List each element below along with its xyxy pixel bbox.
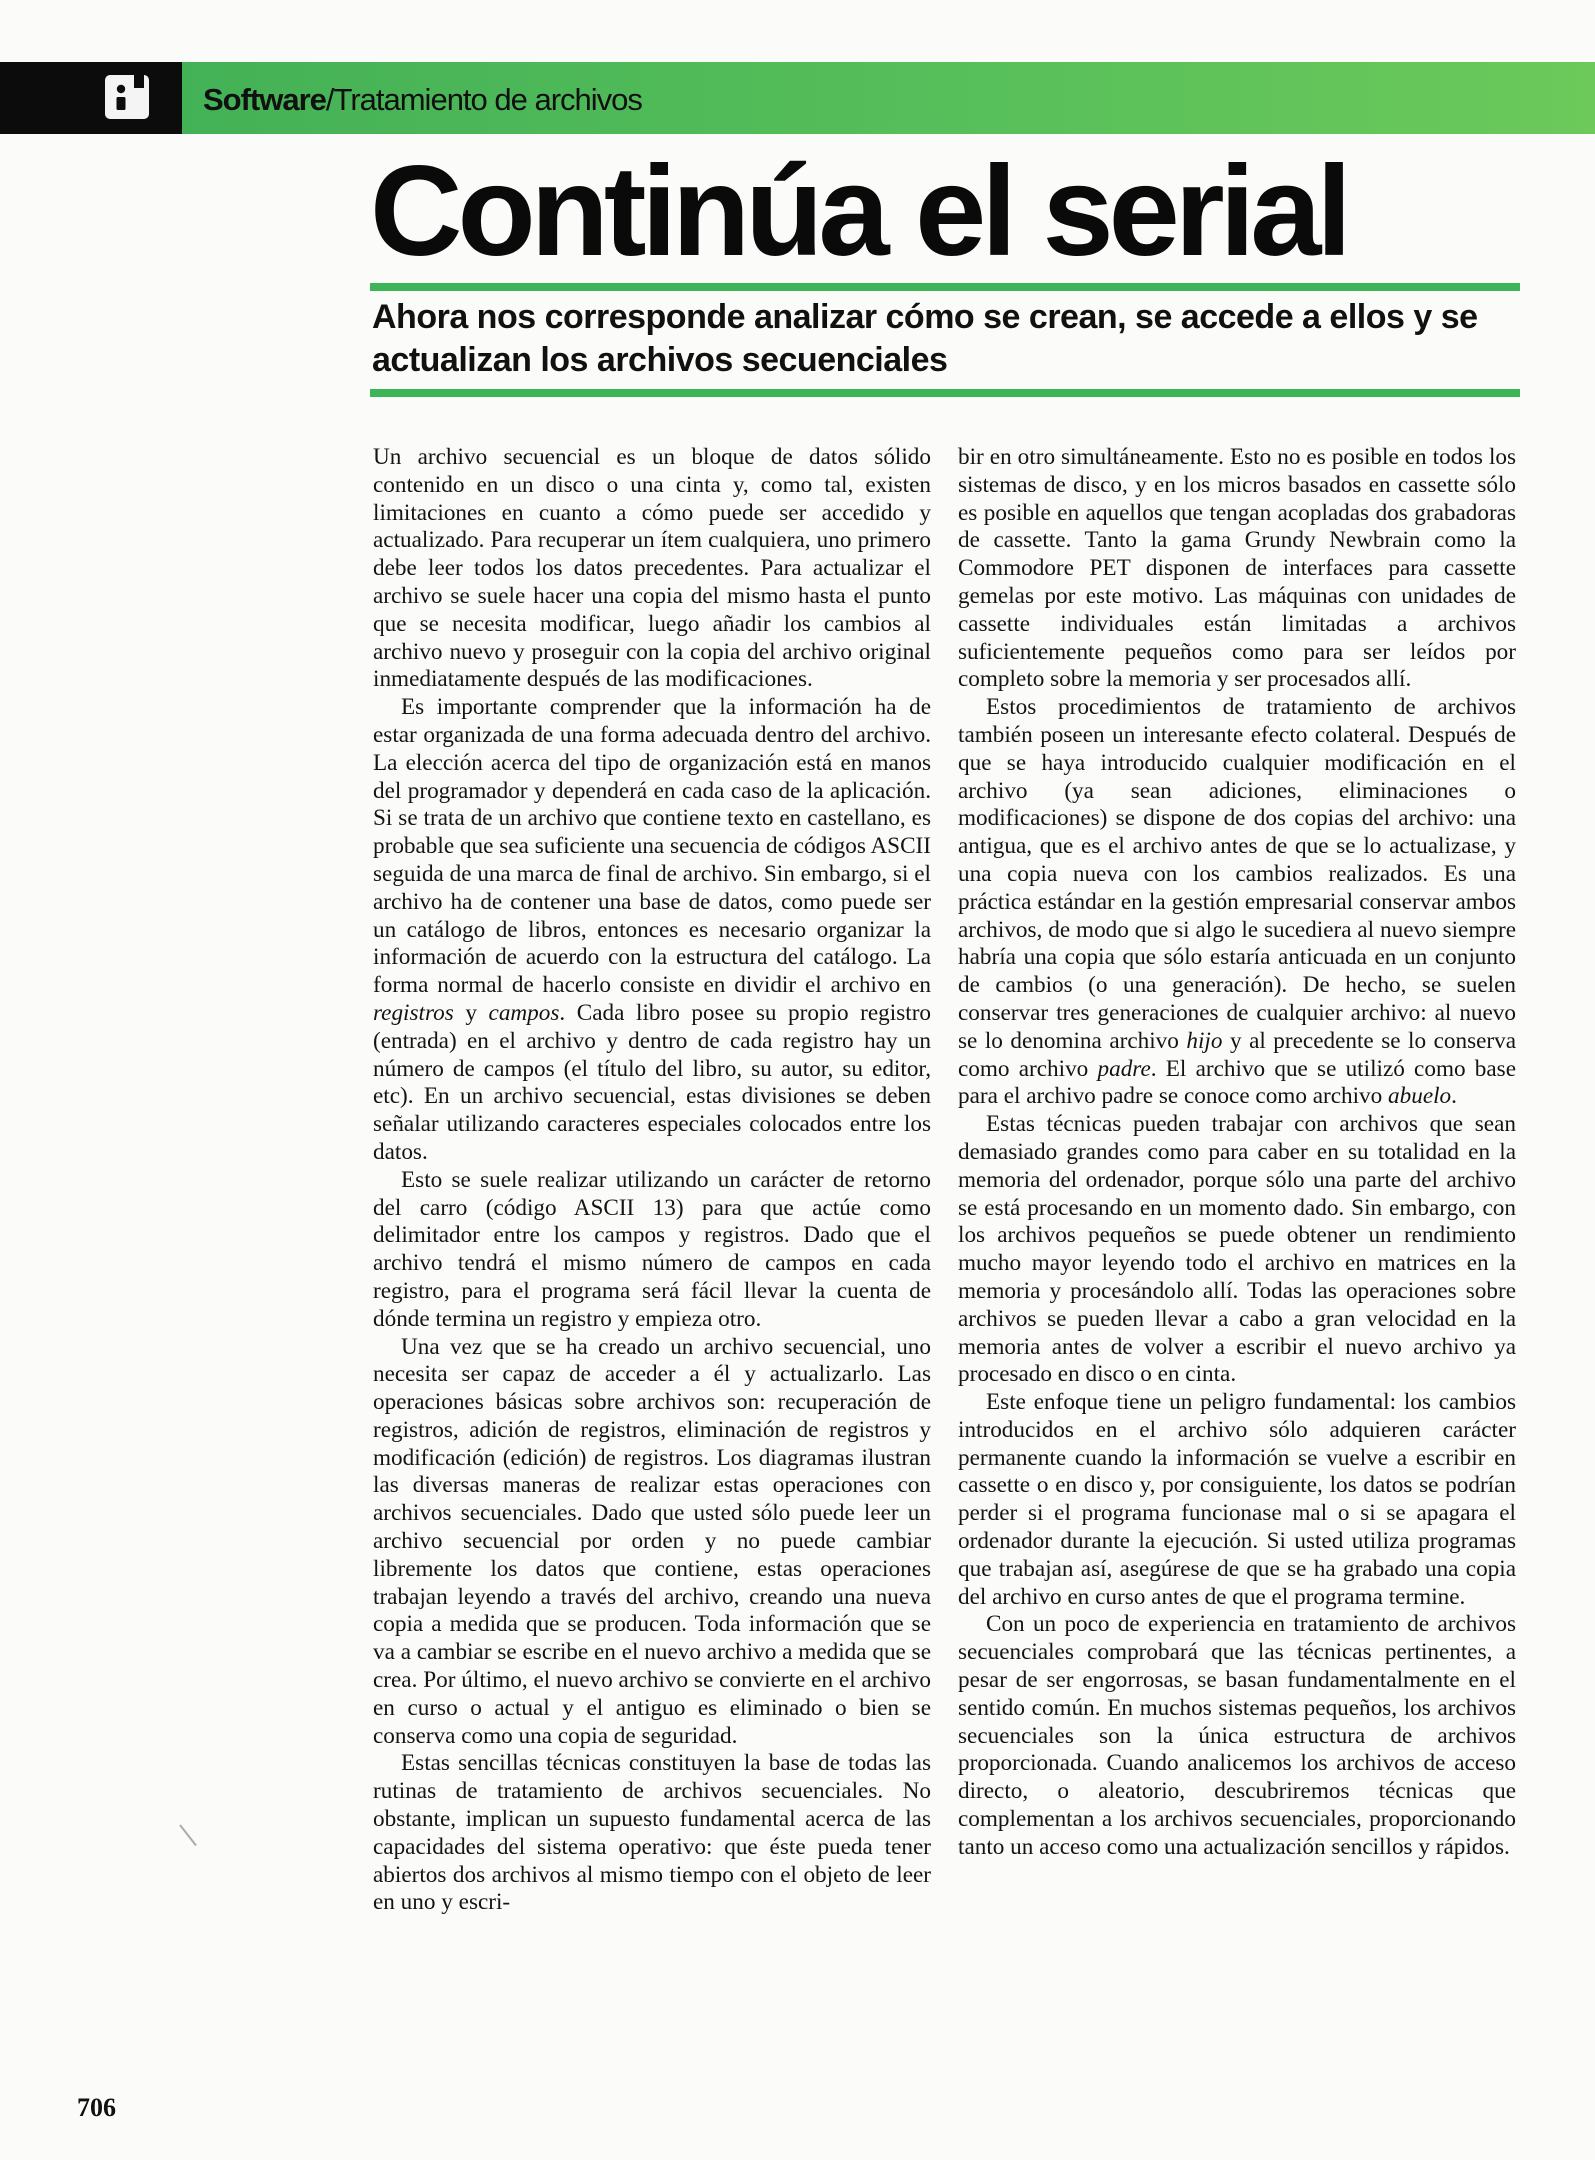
- floppy-disk-icon: [104, 74, 150, 120]
- paragraph: Una vez que se ha creado un archivo secuencial, uno necesita ser capaz de acceder a él y actualizarlo. Las operaciones básicas sobre archivos son: recuperación de registros, adición de registros, eliminación de registros y modificación (edición) de registros. Los diagramas ilustran las diversas maneras de realizar estas operaciones con archivos secuenciales. Dado que usted sólo puede leer un archivo secuencial por orden y no puede cambiar libremente los datos que contiene, estas operaciones trabajan leyendo a través del archivo, creando una nueva copia a medida que se producen. Toda información que se va a cambiar se escribe en el nuevo archivo a medida que se crea. Por último, el nuevo archivo se convierte en el archivo en curso o actual y el antiguo es eliminado o bien se conserva como una copia de seguridad.: [373, 1333, 931, 1749]
- header-black-block: [0, 62, 182, 134]
- article-subtitle: Ahora nos corresponde analizar cómo se crean, se accede a ellos y se actualizan los archivos secuenciales: [372, 298, 1478, 379]
- paragraph: Esto se suele realizar utilizando un carácter de retorno del carro (código ASCII 13) para que actúe como delimitador entre los campos y registros. Dado que el archivo tendrá el mismo número de campos en cada registro, para el programa será fácil llevar la cuenta de dónde termina un registro y empieza otro.: [373, 1166, 931, 1332]
- paragraph: Es importante comprender que la información ha de estar organizada de una forma adecuada dentro del archivo. La elección acerca del tipo de organización está en manos del programador y dependerá en cada caso de la aplicación. Si se trata de un archivo que contiene texto en castellano, es probable que sea suficiente una secuencia de códigos ASCII seguida de una marca de final de archivo. Sin embargo, si el archivo ha de contener una base de datos, como puede ser un catálogo de libros, entonces es necesario organizar la información de acuerdo con la estructura del catálogo. La forma normal de hacerlo consiste en dividir el archivo en registros y campos. Cada libro posee su propio registro (entrada) en el archivo y dentro de cada registro hay un número de campos (el título del libro, su autor, su editor, etc). En un archivo secuencial, estas divisiones se deben señalar utilizando caracteres especiales colocados entre los datos.: [373, 694, 932, 1165]
- paragraph: bir en otro simultáneamente. Esto no es posible en todos los sistemas de disco, y en los micros basados en cassette sólo es posible en aquellos que tengan acopladas dos grabadoras de cassette. Tanto la gama Grundy Newbrain como la Commodore PET disponen de interfaces para cassette gemelas por este motivo. Las máquinas con unidades de cassette individuales están limitadas a archivos suficientemente pequeños como para ser leídos por completo sobre la memoria y ser procesados allí.: [958, 444, 1516, 693]
- paragraph: Estas sencillas técnicas constituyen la base de todas las rutinas de tratamiento de archivos secuenciales. No obstante, implican un supuesto fundamental acerca de las capacidades del sistema operativo: que éste pueda tener abiertos dos archivos al mismo tiempo con el objeto de leer en uno y escri-: [373, 1750, 931, 1916]
- paragraph: Con un poco de experiencia en tratamiento de archivos secuenciales comprobará que las técnicas pertinentes, a pesar de ser engorrosas, se basan fundamentalmente en el sentido común. En muchos sistemas pequeños, los archivos secuenciales son la única estructura de archivos proporcionada. Cuando analicemos los archivos de acceso directo, o aleatorio, descubriremos técnicas que complementan a los archivos secuenciales, proporcionando tanto un acceso como una actualización sencillos y rápidos.: [958, 1611, 1516, 1860]
- page-number: 706: [77, 2093, 116, 2122]
- section-label: Software/Tratamiento de archivos: [203, 82, 642, 117]
- paragraph: Estos procedimientos de tratamiento de archivos también poseen un interesante efecto colateral. Después de que se haya introducido cualquier modificación en el archivo (ya sean adiciones, eliminaciones o modificaciones) se dispone de dos copias del archivo: una antigua, que es el archivo antes de que se lo actualizase, y una copia nueva con los cambios realizados. Es una práctica estándar en la gestión empresarial conservar ambos archivos, de modo que si algo le sucediera al nuevo siempre habría una copia que sólo estaría anticuada en un conjunto de cambios (o una generación). De hecho, se suelen conservar tres generaciones de cualquier archivo: al nuevo se lo denomina archivo hijo y al precedente se lo conserva como archivo padre. El archivo que se utilizó como base para el archivo padre se conoce como archivo abuelo.: [958, 694, 1516, 1110]
- paragraph: Este enfoque tiene un peligro fundamental: los cambios introducidos en el archivo sólo adquieren carácter permanente cuando la información se vuelve a escribir en cassette o en disco y, por consiguiente, los datos se podrían perder si el programa funcionase mal o si se apagara el ordenador durante la ejecución. Si usted utiliza programas que trabajan así, asegúrese de que se ha grabado una copia del archivo en curso antes de que el programa termine.: [958, 1389, 1516, 1610]
- bottom-rule: [370, 389, 1520, 397]
- article-title: Continúa el serial: [370, 140, 1347, 283]
- body-column-right: [958, 444, 1516, 1862]
- top-rule: [370, 283, 1520, 291]
- margin-mark: [179, 1824, 197, 1846]
- paragraph: Un archivo secuencial es un bloque de datos sólido contenido en un disco o una cinta y, como tal, existen limitaciones en cuanto a cómo puede ser accedido y actualizado. Para recuperar un ítem cualquiera, uno primero debe leer todos los datos precedentes. Para actualizar el archivo se suele hacer una copia del mismo hasta el punto que se necesita modificar, luego añadir los cambios al archivo nuevo y proseguir con la copia del archivo original inmediatamente después de las modificaciones.: [373, 444, 931, 693]
- paragraph: Estas técnicas pueden trabajar con archivos que sean demasiado grandes como para caber en su totalidad en la memoria del ordenador, porque sólo una parte del archivo se está procesando en un momento dado. Sin embargo, con los archivos pequeños se puede obtener un rendimiento mucho mayor leyendo todo el archivo en matrices en la memoria y procesándolo allí. Todas las operaciones sobre archivos se pueden llevar a cabo a gran velocidad en la memoria antes de volver a escribir el nuevo archivo ya procesado en disco o en cinta.: [958, 1111, 1516, 1388]
- body-column-left: [373, 444, 931, 1917]
